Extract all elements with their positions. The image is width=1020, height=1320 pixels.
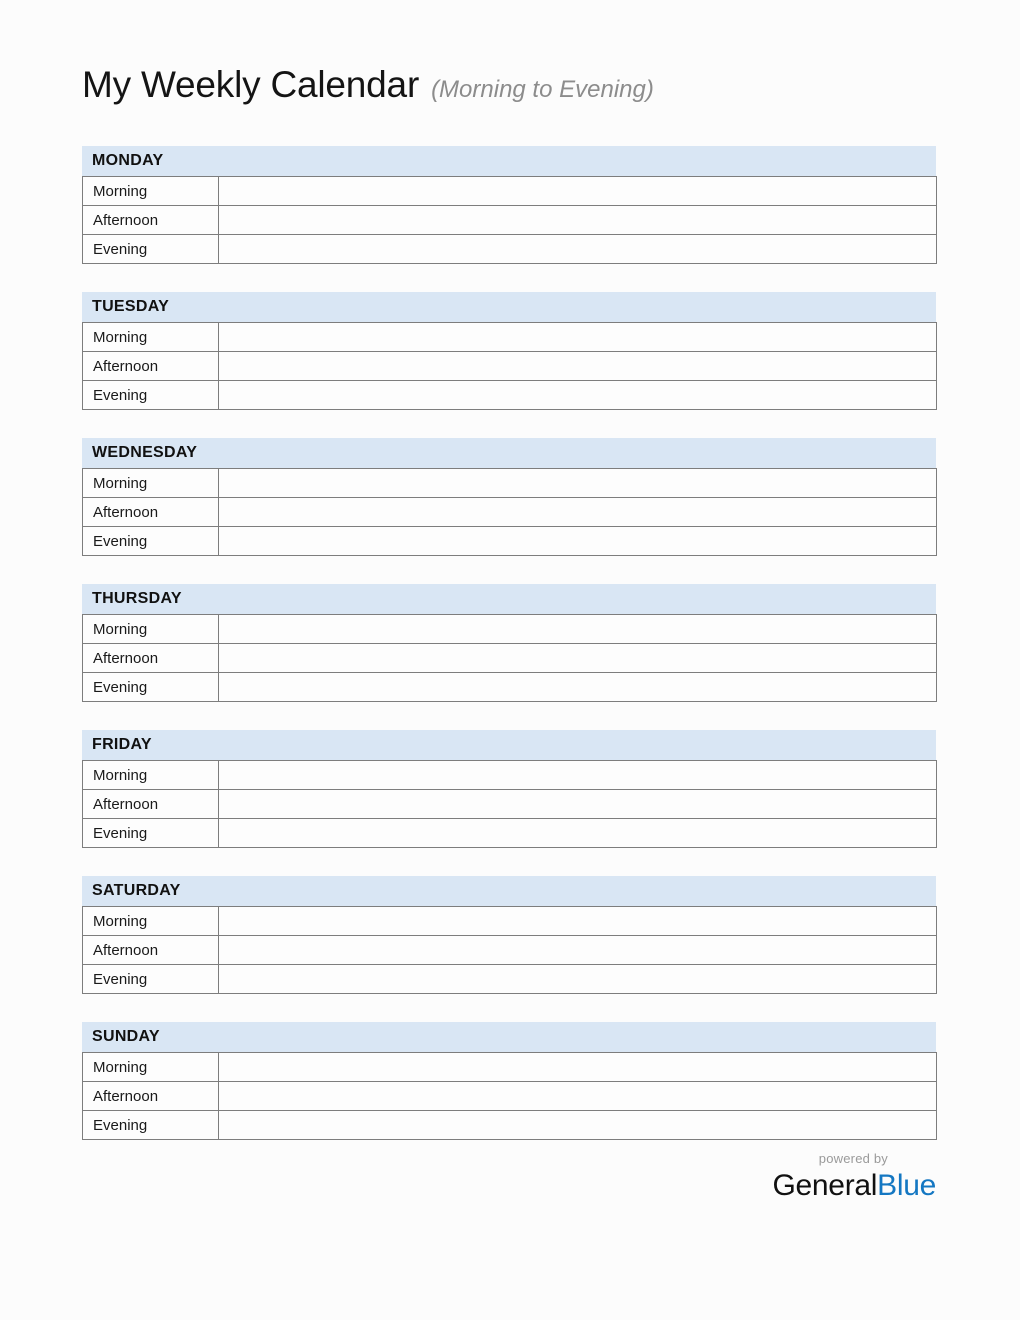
slot-entry-field[interactable] <box>219 1082 937 1111</box>
powered-by-label: powered by <box>818 1151 888 1166</box>
slot-entry-field[interactable] <box>219 469 937 498</box>
slot-label: Evening <box>83 819 219 848</box>
day-header-sunday: SUNDAY <box>82 1022 936 1052</box>
table-row <box>83 673 937 702</box>
weekly-calendar <box>82 146 936 1140</box>
slot-entry-field[interactable] <box>219 381 937 410</box>
table-row <box>83 761 937 790</box>
day-schedule-table <box>82 176 937 264</box>
table-row <box>83 615 937 644</box>
day-header-friday: FRIDAY <box>82 730 936 760</box>
slot-entry-field[interactable] <box>219 673 937 702</box>
day-header-thursday: THURSDAY <box>82 584 936 614</box>
slot-entry-field[interactable] <box>219 235 937 264</box>
day-schedule-table <box>82 614 937 702</box>
slot-entry-field[interactable] <box>219 615 937 644</box>
slot-label: Evening <box>83 965 219 994</box>
slot-label: Evening <box>83 235 219 264</box>
slot-entry-field[interactable] <box>219 1053 937 1082</box>
table-row <box>83 644 937 673</box>
table-row <box>83 790 937 819</box>
day-block <box>82 1022 936 1140</box>
day-schedule-table <box>82 468 937 556</box>
slot-entry-field[interactable] <box>219 527 937 556</box>
table-row <box>83 1053 937 1082</box>
slot-label: Morning <box>83 323 219 352</box>
slot-label: Afternoon <box>83 936 219 965</box>
table-row <box>83 206 937 235</box>
slot-label: Evening <box>83 1111 219 1140</box>
footer-branding <box>773 1152 937 1201</box>
day-block <box>82 438 936 556</box>
table-row <box>83 177 937 206</box>
slot-entry-field[interactable] <box>219 936 937 965</box>
day-schedule-table <box>82 906 937 994</box>
slot-entry-field[interactable] <box>219 323 937 352</box>
slot-label: Afternoon <box>83 790 219 819</box>
day-header-tuesday: TUESDAY <box>82 292 936 322</box>
table-row <box>83 936 937 965</box>
table-row <box>83 469 937 498</box>
day-schedule-table <box>82 760 937 848</box>
table-row <box>83 907 937 936</box>
day-header-monday: MONDAY <box>82 146 936 176</box>
table-row <box>83 1111 937 1140</box>
slot-label: Morning <box>83 1053 219 1082</box>
day-header-wednesday: WEDNESDAY <box>82 438 936 468</box>
page-title-subtitle: (Morning to Evening) <box>431 76 654 103</box>
day-schedule-table <box>82 1052 937 1140</box>
day-block <box>82 876 936 994</box>
day-schedule-table <box>82 322 937 410</box>
table-row <box>83 498 937 527</box>
slot-entry-field[interactable] <box>219 177 937 206</box>
slot-label: Evening <box>83 673 219 702</box>
slot-entry-field[interactable] <box>219 761 937 790</box>
slot-entry-field[interactable] <box>219 352 937 381</box>
day-block <box>82 146 936 264</box>
slot-label: Morning <box>83 761 219 790</box>
slot-label: Afternoon <box>83 644 219 673</box>
slot-label: Morning <box>83 615 219 644</box>
slot-label: Afternoon <box>83 206 219 235</box>
table-row <box>83 527 937 556</box>
page-title <box>82 66 654 103</box>
day-block <box>82 584 936 702</box>
slot-entry-field[interactable] <box>219 819 937 848</box>
day-block <box>82 292 936 410</box>
table-row <box>83 965 937 994</box>
page-title-main: My Weekly Calendar <box>82 64 420 105</box>
day-block <box>82 730 936 848</box>
slot-entry-field[interactable] <box>219 498 937 527</box>
table-row <box>83 381 937 410</box>
slot-entry-field[interactable] <box>219 206 937 235</box>
logo-text-blue: Blue <box>877 1169 936 1202</box>
table-row <box>83 1082 937 1111</box>
slot-entry-field[interactable] <box>219 1111 937 1140</box>
slot-label: Afternoon <box>83 498 219 527</box>
slot-label: Evening <box>83 381 219 410</box>
slot-entry-field[interactable] <box>219 790 937 819</box>
slot-entry-field[interactable] <box>219 965 937 994</box>
slot-label: Morning <box>83 177 219 206</box>
table-row <box>83 235 937 264</box>
slot-label: Morning <box>83 469 219 498</box>
slot-label: Evening <box>83 527 219 556</box>
logo-text-general: General <box>772 1169 878 1202</box>
generalblue-logo <box>773 1171 937 1201</box>
table-row <box>83 352 937 381</box>
table-row <box>83 323 937 352</box>
slot-label: Afternoon <box>83 352 219 381</box>
slot-entry-field[interactable] <box>219 644 937 673</box>
table-row <box>83 819 937 848</box>
day-header-saturday: SATURDAY <box>82 876 936 906</box>
slot-label: Morning <box>83 907 219 936</box>
slot-label: Afternoon <box>83 1082 219 1111</box>
slot-entry-field[interactable] <box>219 907 937 936</box>
